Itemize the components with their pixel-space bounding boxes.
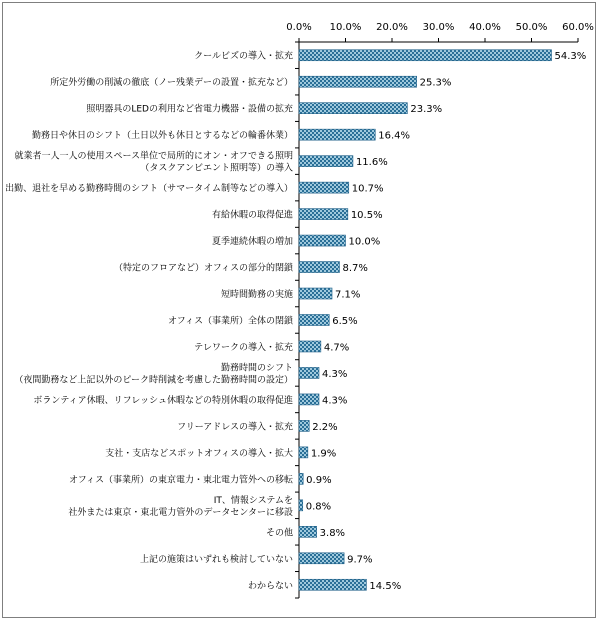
data-label: 23.3% [410,104,443,116]
category-label: その他 [265,528,293,539]
data-label: 14.5% [369,580,402,592]
category-label: オフィス（事業所）の東京電力・東北電力管外への移転 [68,475,293,486]
category-label: 上記の施策はいずれも検討していない [139,554,293,565]
bar [299,367,319,378]
category-label: 就業者一人一人の使用スペース単位で局所的にオン・オフできる照明 [14,151,293,162]
x-tick-label: 30.0% [422,22,455,33]
bar [299,420,309,431]
category-label: 社外または東京・東北電力管外のデータセンターに移設 [68,507,293,518]
category-label: （夜間勤務など上記以外のピーク時削減を考慮した勤務時間の設定） [14,375,293,386]
bar [299,156,353,167]
category-label: 照明器具のLEDの利用など省電力機器・設備の拡充 [86,104,293,115]
bar [299,341,321,352]
category-label: 勤務日や休日のシフト（土日以外も休日とするなどの輪番休業） [31,131,293,142]
data-label: 16.4% [378,130,411,142]
x-tick-label: 60.0% [562,22,594,33]
bar [299,182,349,193]
bar [299,553,344,564]
bar [299,500,303,511]
data-label: 8.7% [342,263,368,275]
x-tick-label: 10.0% [329,22,362,33]
bar [299,473,303,484]
data-label: 54.3% [554,51,587,63]
bar [299,579,366,590]
data-label: 0.9% [306,474,332,486]
bar [299,394,319,405]
data-label: 4.7% [323,342,350,354]
x-tick-label: 50.0% [515,22,548,33]
category-label: わからない [247,581,293,592]
category-label: 支社・支店などスポットオフィスの導入・拡大 [105,448,293,459]
x-tick-label: 20.0% [376,22,408,33]
bar [299,262,339,273]
bar [299,209,348,220]
bar [299,526,317,537]
category-label: 有給休暇の取得促進 [211,210,293,221]
category-label: オフィス（事業所）全体の閉鎖 [167,316,293,327]
data-label: 3.8% [319,527,346,539]
data-label: 25.3% [419,77,452,89]
bar [299,315,329,326]
data-label: 9.7% [347,554,373,566]
data-label: 10.0% [348,236,381,248]
category-label: 夏季連続休暇の増加 [211,237,293,248]
category-label: 短時間勤務の実施 [220,290,293,301]
bar [299,50,551,61]
x-tick-label: 0.0% [286,22,312,33]
bar [299,235,346,246]
data-label: 2.2% [312,421,338,433]
category-label: 勤務時間のシフト [220,363,293,374]
category-label: 出勤、退社を早める勤務時間のシフト（サマータイム制等などの導入） [5,184,293,195]
category-label: テレワークの導入・拡充 [194,342,293,353]
bar [299,129,375,140]
bar [299,288,332,299]
category-label: 所定外労働の削減の徹底（ノー残業デーの設置・拡充など） [50,78,293,89]
bar [299,76,417,87]
category-label: フリーアドレスの導入・拡充 [177,422,293,433]
data-label: 6.5% [332,316,358,327]
category-label: （特定のフロアなど）オフィスの部分的閉鎖 [113,263,293,274]
x-tick-label: 40.0% [469,22,501,33]
category-labels-group [5,50,294,592]
category-label: （タスクアンビエント照明等）の導入 [140,163,293,174]
bars-group [299,50,586,592]
bar [299,447,308,458]
category-label: ボランティア休暇、リフレッシュ休暇などの特別休暇の取得促進 [33,395,293,406]
category-label: IT、情報システムを [213,495,293,506]
category-label: クールビズの導入・拡充 [194,51,293,62]
data-label: 11.6% [355,157,388,169]
data-label: 10.7% [351,183,384,195]
data-label: 10.5% [350,210,383,222]
data-label: 0.8% [305,501,332,513]
data-label: 4.3% [321,395,348,407]
data-label: 4.3% [321,368,348,380]
bar [299,103,407,114]
data-label: 1.9% [310,448,337,460]
data-label: 7.1% [335,289,361,301]
